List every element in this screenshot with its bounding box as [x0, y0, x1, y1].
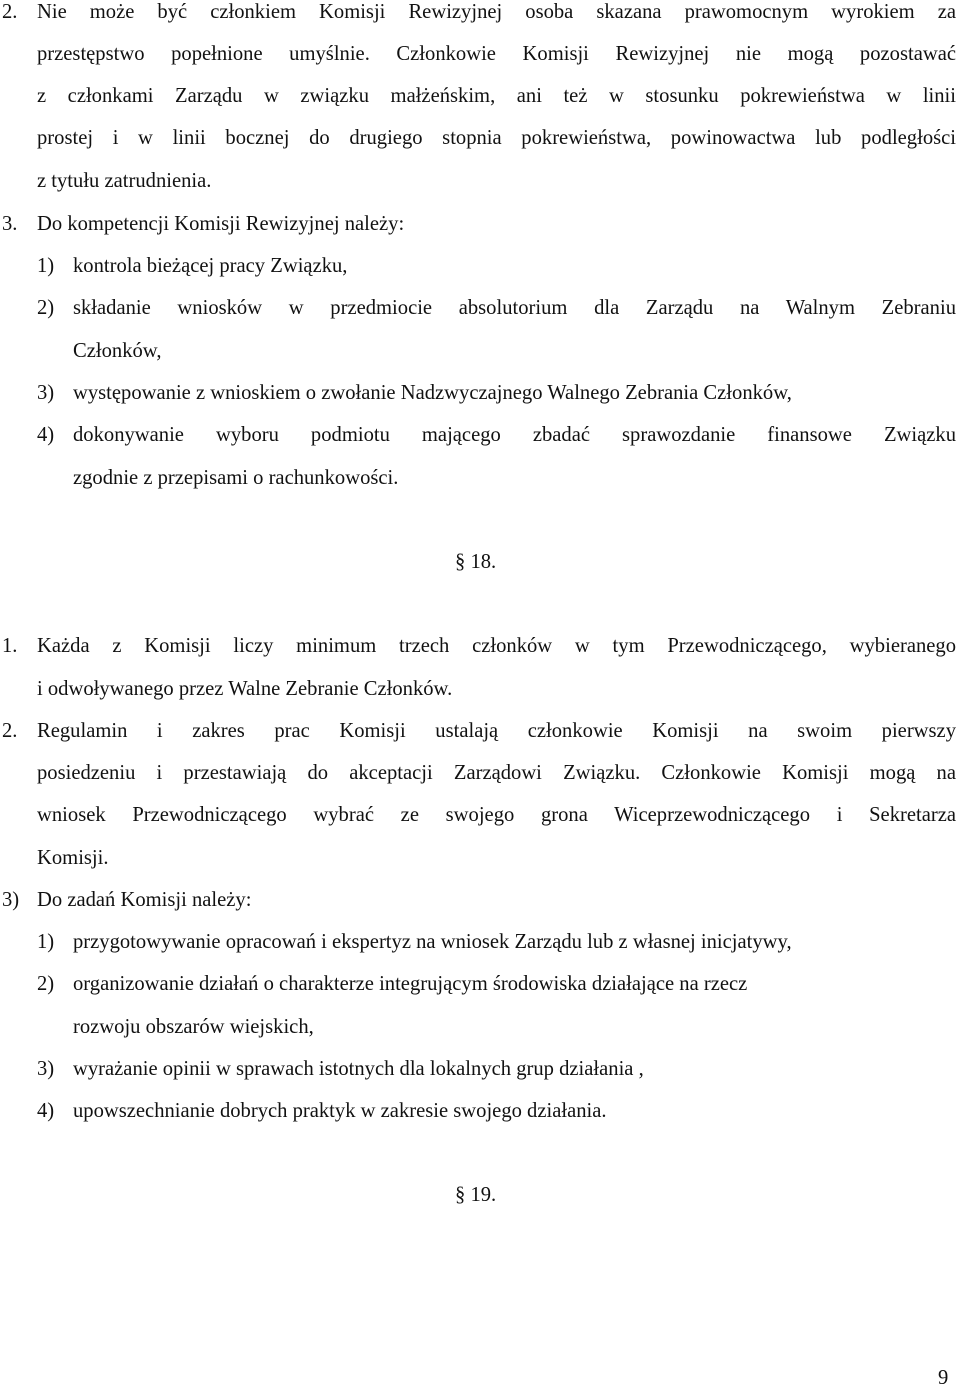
s18-item-2-line-3: wniosek Przewodniczącego wybrać ze swojego grona Wiceprzewodniczącego i Sekretarza	[37, 804, 956, 826]
item-2-line-2: przestępstwo popełnione umyślnie. Członkowie Komisji Rewizyjnej nie mogą pozostawać	[37, 43, 956, 65]
s18-item-1-line-2: i odwoływanego przez Walne Zebranie Członków.	[37, 678, 453, 700]
competence-2-line-2: Członków,	[73, 340, 162, 362]
task-3-number: 3)	[37, 1058, 55, 1080]
s18-item-2-number: 2.	[2, 720, 18, 742]
s18-item-2-line-4: Komisji.	[37, 847, 109, 869]
task-3-line-1: wyrażanie opinii w sprawach istotnych dla lokalnych grup działania ,	[73, 1058, 644, 1080]
section-19-heading: § 19.	[455, 1184, 497, 1206]
s18-item-3-number: 3)	[2, 889, 20, 911]
s18-item-1-number: 1.	[2, 635, 18, 657]
s18-item-1-line-1: Każda z Komisji liczy minimum trzech członków w tym Przewodniczącego, wybieranego	[37, 635, 956, 657]
task-1-line-1: przygotowywanie opracowań i ekspertyz na wniosek Zarządu lub z własnej inicjatywy,	[73, 931, 792, 953]
page-number: 9	[938, 1367, 949, 1389]
competence-1-line-1: kontrola bieżącej pracy Związku,	[73, 255, 348, 277]
item-3-number: 3.	[2, 213, 18, 235]
competence-4-line-2: zgodnie z przepisami o rachunkowości.	[73, 467, 399, 489]
competence-2-number: 2)	[37, 297, 55, 319]
task-2-number: 2)	[37, 973, 55, 995]
item-2-line-5: z tytułu zatrudnienia.	[37, 170, 212, 192]
competence-3-number: 3)	[37, 382, 55, 404]
s18-item-2-line-2: posiedzeniu i przestawiają do akceptacji Zarządowi Związku. Członkowie Komisji mogą na	[37, 762, 956, 784]
s18-item-2-line-1: Regulamin i zakres prac Komisji ustalają członkowie Komisji na swoim pierwszy	[37, 720, 956, 742]
competence-2-line-1: składanie wniosków w przedmiocie absolutorium dla Zarządu na Walnym Zebraniu	[73, 297, 956, 319]
task-4-number: 4)	[37, 1100, 55, 1122]
item-3-line-1: Do kompetencji Komisji Rewizyjnej należy:	[37, 213, 405, 235]
competence-4-number: 4)	[37, 424, 55, 446]
task-2-line-2: rozwoju obszarów wiejskich,	[73, 1016, 314, 1038]
item-2-line-3: z członkami Zarządu w związku małżeńskim, ani też w stosunku pokrewieństwa w linii	[37, 85, 956, 107]
item-2-line-4: prostej i w linii bocznej do drugiego stopnia pokrewieństwa, powinowactwa lub podległości	[37, 127, 956, 149]
competence-4-line-1: dokonywanie wyboru podmiotu mającego zbadać sprawozdanie finansowe Związku	[73, 424, 956, 446]
task-4-line-1: upowszechnianie dobrych praktyk w zakresie swojego działania.	[73, 1100, 607, 1122]
competence-1-number: 1)	[37, 255, 55, 277]
competence-3-line-1: występowanie z wnioskiem o zwołanie Nadzwyczajnego Walnego Zebrania Członków,	[73, 382, 792, 404]
item-2-line-1: Nie może być członkiem Komisji Rewizyjnej osoba skazana prawomocnym wyrokiem za	[37, 1, 956, 23]
task-2-line-1: organizowanie działań o charakterze integrującym środowiska działające na rzecz	[73, 973, 748, 995]
item-2-number: 2.	[2, 1, 18, 23]
s18-item-3-line-1: Do zadań Komisji należy:	[37, 889, 252, 911]
section-18-heading: § 18.	[455, 551, 497, 573]
task-1-number: 1)	[37, 931, 55, 953]
